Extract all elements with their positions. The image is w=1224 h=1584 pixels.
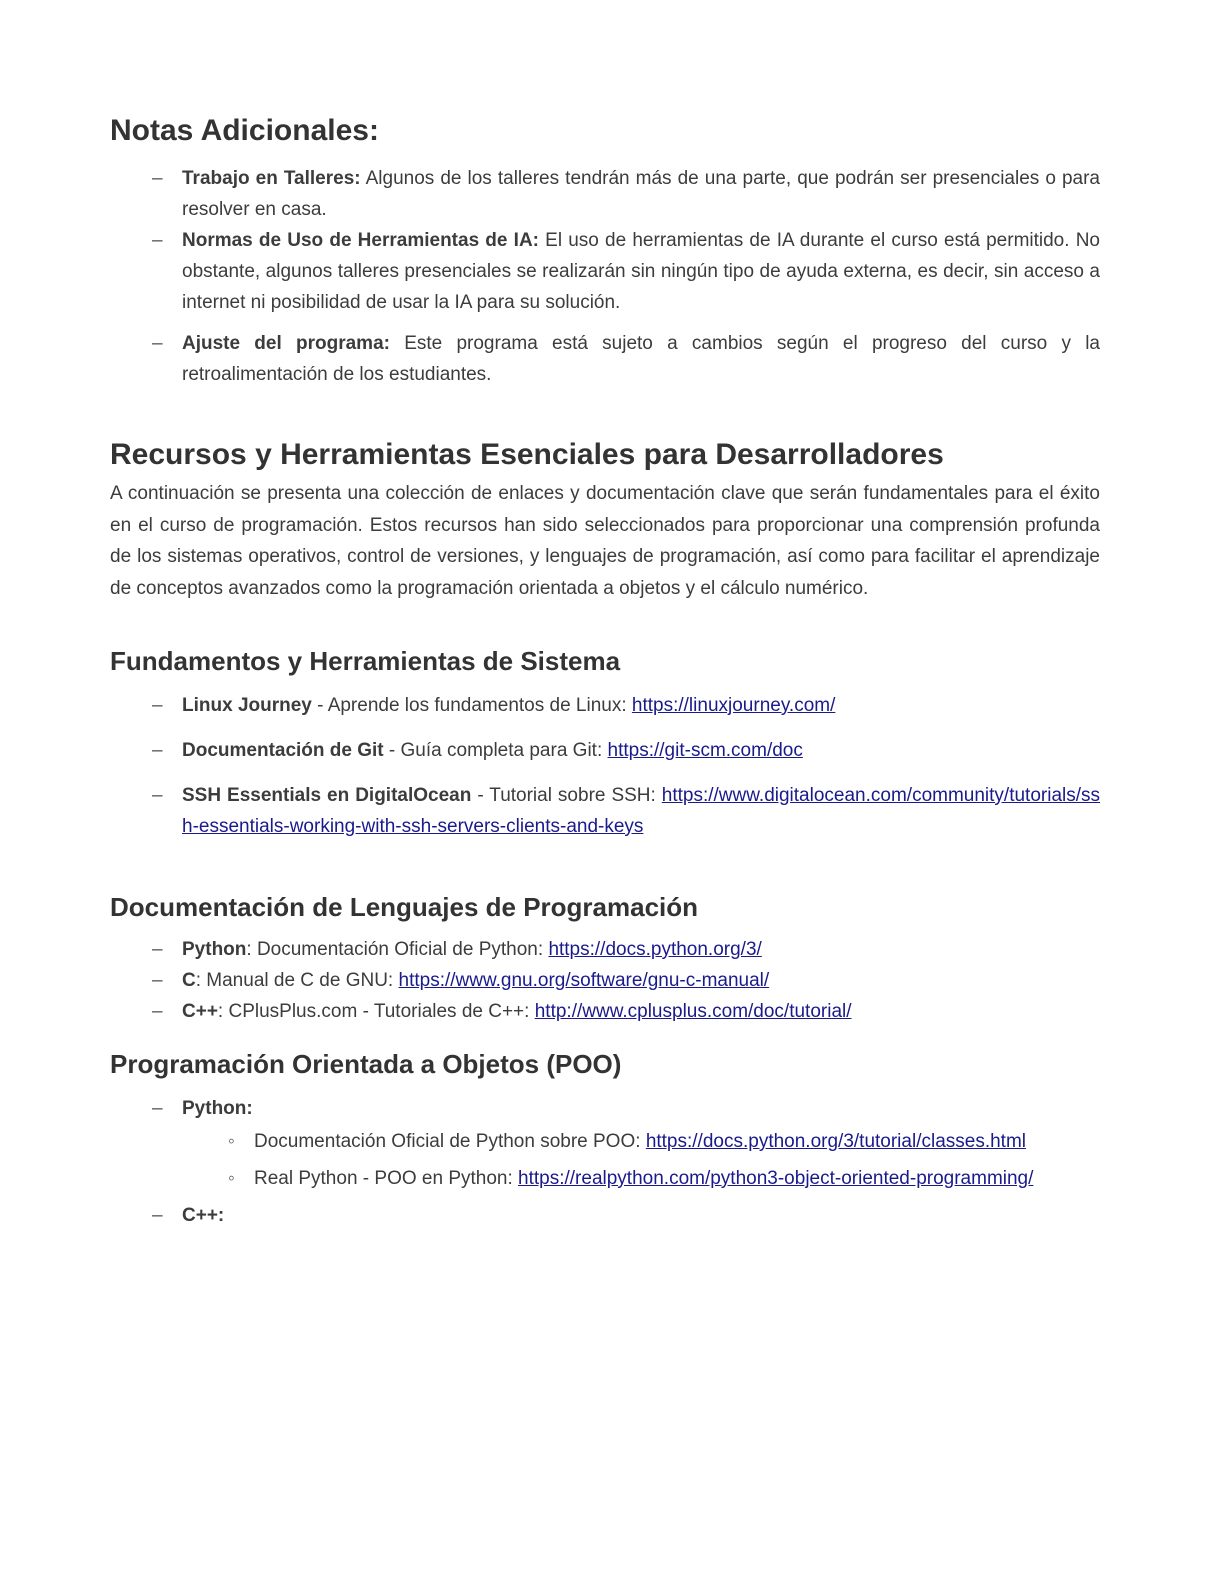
resources-heading: Recursos y Herramientas Esenciales para Desarrolladores xyxy=(110,438,944,471)
list-item xyxy=(182,735,1100,766)
item-text: Algunos de los talleres tendrán más de una parte, que podrán ser presenciales o para resolver en casa. xyxy=(182,168,1100,220)
list-item xyxy=(182,225,1100,318)
list-item xyxy=(182,1093,1100,1194)
languages-heading: Documentación de Lenguajes de Programación xyxy=(110,892,699,922)
document-content xyxy=(110,112,1100,1231)
resources-intro: A continuación se presenta una colección de enlaces y documentación clave que serán fundamentales para el éxito en el curso de programación. Estos recursos han sido seleccionados para proporcionar una comprensión profunda de los sistemas operativos, control de versiones, y lenguajes de programación, así como para facilitar el aprendizaje de conceptos avanzados como la programación orientada a objetos y el cálculo numérico. xyxy=(110,483,1100,599)
item-term: Linux Journey xyxy=(182,695,312,716)
list-item xyxy=(182,996,1100,1027)
item-term: C++ xyxy=(182,1001,218,1022)
cpp-label: C++: xyxy=(182,1205,225,1226)
list-item xyxy=(254,1163,1100,1194)
ssh-tutorial-link[interactable]: https://www.digitalocean.com/community/tutorials/ssh-essentials-working-with-ssh-servers-clients-and-keys xyxy=(182,785,1101,837)
git-docs-link[interactable]: https://git-scm.com/doc xyxy=(607,740,803,761)
item-term: C xyxy=(182,970,196,991)
item-term: Trabajo en Talleres: xyxy=(182,168,361,189)
item-text: Documentación Oficial de Python sobre POO: xyxy=(254,1131,646,1152)
item-text: Este programa está sujeto a cambios según el progreso del curso y la retroalimentación de los estudiantes. xyxy=(182,333,1100,385)
list-item xyxy=(182,163,1100,225)
oop-heading: Programación Orientada a Objetos (POO) xyxy=(110,1049,622,1079)
item-text: Real Python - POO en Python: xyxy=(254,1168,519,1189)
item-text: - Tutorial sobre SSH: xyxy=(471,785,662,806)
real-python-oop-link[interactable]: https://realpython.com/python3-object-oriented-programming/ xyxy=(518,1168,1034,1189)
linux-journey-link[interactable]: https://linuxjourney.com/ xyxy=(631,695,836,716)
item-text: : CPlusPlus.com - Tutoriales de C++: xyxy=(217,1001,535,1022)
list-item xyxy=(182,690,1100,721)
item-text: : Documentación Oficial de Python: xyxy=(246,939,549,960)
gnu-c-manual-link[interactable]: https://www.gnu.org/software/gnu-c-manual/ xyxy=(398,970,770,991)
python-docs-link[interactable]: https://docs.python.org/3/ xyxy=(548,939,762,960)
fundamentals-list xyxy=(110,690,1100,842)
item-term: Ajuste del programa: xyxy=(182,333,390,354)
python-oop-docs-link[interactable]: https://docs.python.org/3/tutorial/classes.html xyxy=(645,1131,1026,1152)
list-item xyxy=(182,780,1100,842)
list-item xyxy=(182,934,1100,965)
notes-list xyxy=(110,163,1100,390)
item-term: Normas de Uso de Herramientas de IA: xyxy=(182,230,539,251)
oop-python-sublist xyxy=(110,1126,1100,1194)
oop-list xyxy=(110,1093,1100,1231)
item-text: - Aprende los fundamentos de Linux: xyxy=(311,695,632,716)
list-item xyxy=(182,965,1100,996)
fundamentals-heading: Fundamentos y Herramientas de Sistema xyxy=(110,646,621,676)
item-term: SSH Essentials en DigitalOcean xyxy=(182,785,472,806)
item-term: Documentación de Git xyxy=(182,740,384,761)
list-item xyxy=(182,1200,1100,1231)
notes-heading: Notas Adicionales: xyxy=(110,114,379,147)
cplusplus-tutorial-link[interactable]: http://www.cplusplus.com/doc/tutorial/ xyxy=(534,1001,852,1022)
languages-list xyxy=(110,934,1100,1027)
item-text: El uso de herramientas de IA durante el curso está permitido. No obstante, algunos talleres presenciales se realizarán sin ningún tipo de ayuda externa, es decir, sin acceso a internet ni posibilidad de usar la IA para su solución. xyxy=(182,230,1100,313)
item-text: : Manual de C de GNU: xyxy=(195,970,399,991)
list-item xyxy=(254,1126,1100,1157)
item-text: - Guía completa para Git: xyxy=(383,740,608,761)
python-label: Python: xyxy=(182,1098,253,1119)
item-term: Python xyxy=(182,939,247,960)
list-item xyxy=(182,328,1100,390)
